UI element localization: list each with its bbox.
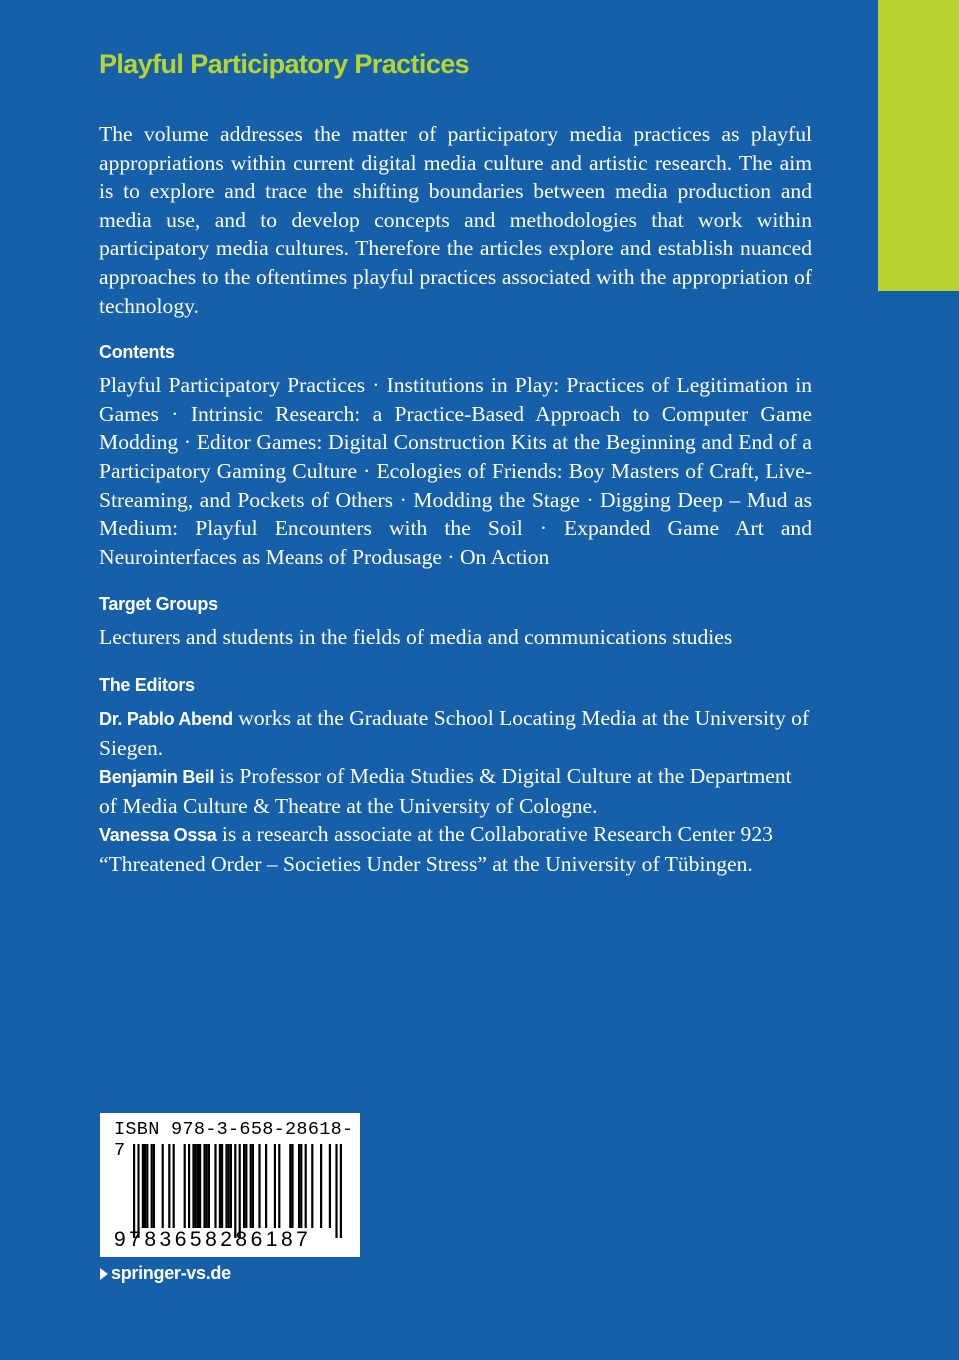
barcode-bar [311, 1144, 313, 1228]
back-cover-content [99, 44, 812, 878]
barcode-bar [168, 1144, 170, 1228]
target-groups-text: Lecturers and students in the fields of media and communications studies [99, 625, 733, 650]
book-title: Playful Participatory Practices [99, 49, 470, 79]
barcode-bar [219, 1144, 221, 1228]
barcode-bar [153, 1144, 155, 1228]
barcode-bar [184, 1144, 186, 1228]
barcode-bar [289, 1144, 291, 1228]
editor-entry [99, 704, 812, 762]
editor-entry [99, 762, 812, 820]
barcode-bar [239, 1144, 241, 1238]
barcode-bar [188, 1144, 190, 1228]
editor-name: Dr. Pablo Abend [99, 708, 233, 729]
barcode-bar [340, 1144, 342, 1238]
editor-name: Vanessa Ossa [99, 825, 217, 846]
barcode-bar [221, 1144, 223, 1228]
barcode-bar [225, 1144, 227, 1228]
barcode-bar [305, 1144, 307, 1228]
barcode-bar [146, 1144, 148, 1228]
arrow-right-icon [100, 1268, 108, 1280]
barcode-bar [173, 1144, 175, 1228]
barcode-bar [329, 1144, 331, 1228]
editor-bio: is a research associate at the Collaborative Research Center 923 “Threatened Order – Societies Under Stress” at the University of Tübingen. [99, 822, 773, 876]
target-groups-section [99, 591, 812, 652]
barcode-bar [278, 1144, 280, 1228]
isbn-barcode [100, 1113, 360, 1257]
barcode-bar [298, 1144, 300, 1228]
barcode-bar [203, 1144, 205, 1228]
barcode-bar [274, 1144, 276, 1228]
barcode-bar [197, 1144, 199, 1228]
barcode-bar [195, 1144, 197, 1228]
isbn-label: ISBN 978-3-658-28618-7 [114, 1119, 354, 1161]
barcode-bar [335, 1144, 337, 1238]
barcode-bar [192, 1144, 194, 1228]
barcode-bar [258, 1144, 260, 1228]
barcode-bar [208, 1144, 210, 1228]
contents-text: Playful Participatory Practices · Institutions in Play: Practices of Legitimation in Games · Intrinsic Research: a Practice-Based Approach to Computer Game Modding · Editor Games: Digital Construction Kits at the Beginning and End of a Participatory Gaming Culture · Ecologies of Friends: Boy Masters of Craft, Live-Streaming, and Pockets of Others · Modding the Stage · Digging Deep – Mud as Medium: Playful Encounters with the Soil · Expanded Game Art and Neurointerfaces as Means of Produsage · On Action [99, 373, 812, 569]
barcode-bar [230, 1144, 232, 1228]
editor-bio: is Professor of Media Studies & Digital Culture at the Department of Media Culture & Theatre at the University of Cologne. [99, 764, 792, 818]
editor-entry [99, 820, 812, 878]
book-description: The volume addresses the matter of participatory media practices as playful appropriations within current digital media culture and artistic research. The aim is to explore and trace the shifting boundaries between media production and media use, and to develop concepts and methodologies that work within participatory media cultures. Therefore the articles explore and establish nuanced approaches to the oftentimes playful practices associated with the appropriation of technology. [99, 122, 812, 318]
editor-bio: works at the Graduate School Locating Media at the University of Siegen. [99, 705, 810, 760]
editor-name: Benjamin Beil [99, 767, 215, 788]
barcode-bar [162, 1144, 164, 1228]
barcode-bar [234, 1144, 236, 1238]
barcode-bar [291, 1144, 293, 1228]
publisher-website[interactable] [100, 1263, 231, 1284]
barcode-bar [133, 1144, 135, 1238]
website-link-text: springer-vs.de [111, 1263, 231, 1283]
target-groups-heading: Target Groups [99, 594, 218, 615]
barcode-bar [320, 1144, 322, 1228]
contents-section [99, 339, 812, 571]
barcode-bar [245, 1144, 247, 1228]
barcode-bar [243, 1144, 245, 1228]
barcode-bar [144, 1144, 146, 1228]
barcode-bar [199, 1144, 201, 1228]
editors-heading: The Editors [99, 674, 195, 695]
barcode-bar [206, 1144, 208, 1228]
barcode-bar [300, 1144, 302, 1228]
editors-section [99, 672, 812, 879]
barcode-bar [137, 1144, 139, 1238]
barcode-bar [252, 1144, 254, 1228]
barcode-bar [265, 1144, 267, 1228]
barcode-bar [214, 1144, 216, 1228]
ean-digits: 9783658286187 [114, 1228, 312, 1251]
barcode-bar [151, 1144, 153, 1228]
barcode-bar [250, 1144, 252, 1228]
contents-heading: Contents [99, 342, 175, 363]
barcode-bar [228, 1144, 230, 1228]
accent-bar [878, 0, 959, 291]
barcode-bar [142, 1144, 144, 1228]
